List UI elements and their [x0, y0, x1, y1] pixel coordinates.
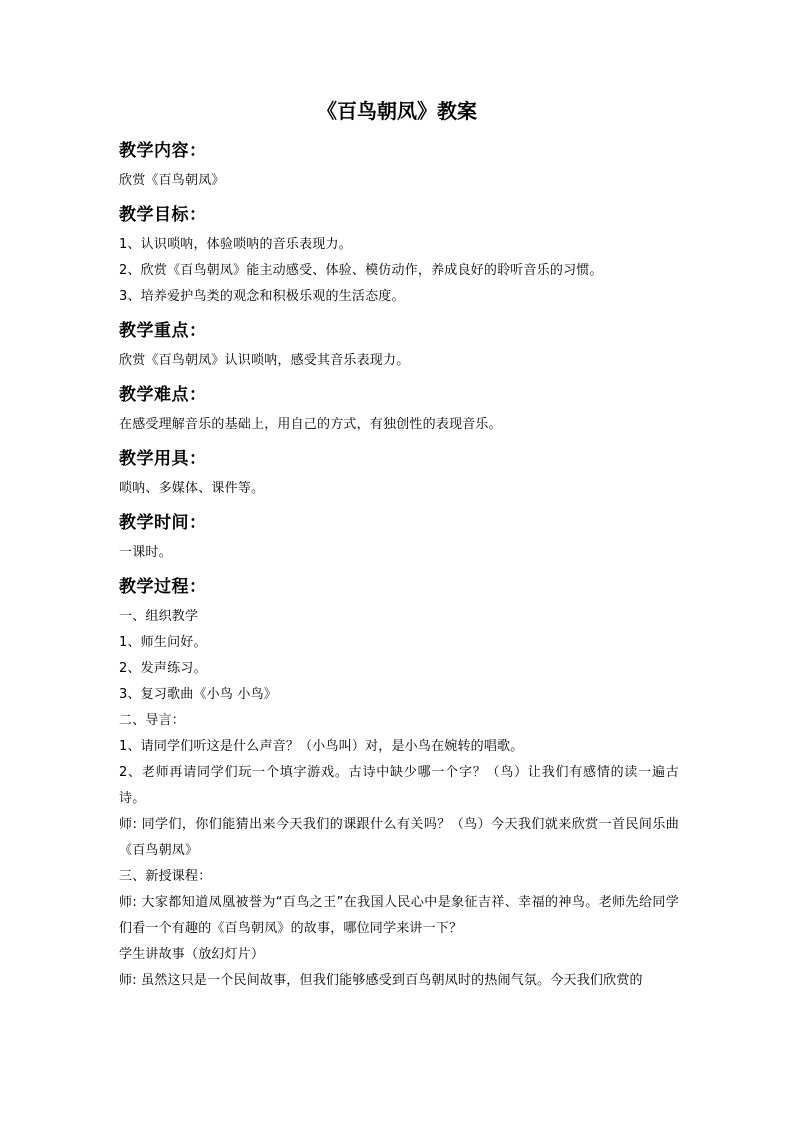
section-heading-process: 教学过程：: [119, 577, 207, 597]
section-heading-content: 教学内容：: [119, 141, 207, 161]
process-line-9: 三、新授课程：: [119, 869, 212, 884]
process-line-5: 二、导言：: [119, 713, 186, 728]
process-line-2: 1、师生问好。: [119, 635, 207, 650]
process-line-12: 师: 虽然这只是一个民间故事，但我们能够感受到百鸟朝凤时的热闹气氛。今天我们欣赏的: [119, 973, 643, 988]
process-line-11: 学生讲故事（放幻灯片）: [119, 947, 265, 962]
process-line-8: 师: 同学们，你们能猜出来今天我们的课跟什么有关吗？（鸟）今天我们就来欣赏一首民间乐曲《百鸟朝凤》: [119, 817, 679, 858]
content-line: 欣赏《百鸟朝凤》: [119, 173, 225, 188]
goal-line-2: 2、欣赏《百鸟朝凤》能主动感受、体验、模仿动作，养成良好的聆听音乐的习惯。: [119, 263, 603, 278]
section-heading-key-points: 教学重点：: [119, 321, 207, 341]
key-point-line: 欣赏《百鸟朝凤》认识唢呐，感受其音乐表现力。: [119, 353, 410, 368]
process-line-6: 1、请同学们听这是什么声音？（小鸟叫）对，是小鸟在婉转的唱歌。: [119, 739, 524, 754]
goal-line-1: 1、认识唢呐，体验唢呐的音乐表现力。: [119, 237, 352, 252]
process-line-4: 3、复习歌曲《小鸟 小鸟》: [119, 687, 278, 702]
tools-line: 唢呐、多媒体、课件等。: [119, 481, 265, 496]
process-line-1: 一、组织教学: [119, 609, 199, 624]
process-line-3: 2、发声练习。: [119, 661, 207, 676]
time-line: 一课时。: [119, 545, 172, 560]
difficulty-line: 在感受理解音乐的基础上，用自己的方式，有独创性的表现音乐。: [119, 417, 502, 432]
document-title: 《百鸟朝凤》教案: [317, 99, 477, 123]
section-heading-goals: 教学目标：: [119, 205, 207, 225]
process-line-10: 师: 大家都知道凤凰被誉为“百鸟之王”在我国人民心中是象征吉祥、幸福的神鸟。老师先给同学们看一个有趣的《百鸟朝凤》的故事，哪位同学来讲一下？: [119, 895, 679, 936]
section-heading-time: 教学时间：: [119, 513, 207, 533]
section-heading-difficulties: 教学难点：: [119, 385, 207, 405]
section-heading-tools: 教学用具：: [119, 449, 207, 469]
goal-line-3: 3、培养爱护鸟类的观念和积极乐观的生活态度。: [119, 289, 405, 304]
document-body: [119, 134, 679, 994]
process-line-7: 2、老师再请同学们玩一个填字游戏。古诗中缺少哪一个字？（鸟）让我们有感情的读一遍古诗。: [119, 765, 679, 806]
